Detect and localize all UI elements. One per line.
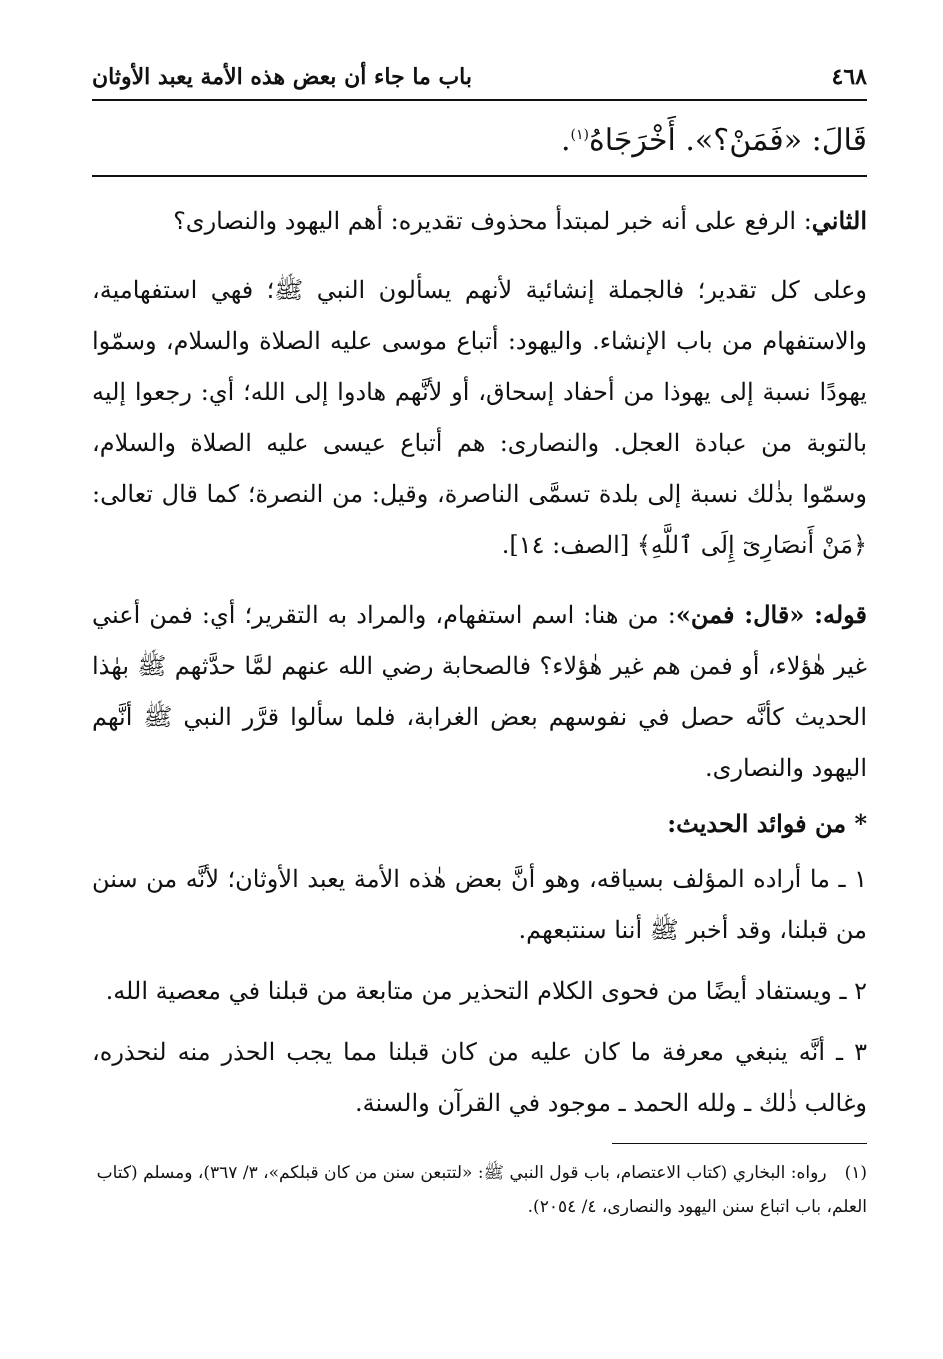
footnote-number: (١) <box>844 1163 867 1183</box>
benefit-item: ٣ ـ أنَّه ينبغي معرفة ما كان عليه من كان قبلنا مما يجب الحذر منه لنحذره، وغالب ذٰلك ـ ولله الحمد ـ موجود في القرآن والسنة. <box>92 1038 867 1117</box>
running-header <box>92 55 867 99</box>
footnote-ref: (١) <box>570 127 590 143</box>
chapter-title: باب ما جاء أن بعض هذه الأمة يعبد الأوثان <box>92 64 473 90</box>
benefits-heading: * من فوائد الحديث: <box>667 809 867 838</box>
footnote-separator <box>612 1143 867 1144</box>
page-number: ٤٦٨ <box>831 64 867 90</box>
hadith-quote <box>92 101 867 175</box>
benefit-item: ٢ ـ ويستفاد أيضًا من فحوى الكلام التحذير من متابعة من قبلنا في معصية الله. <box>105 977 867 1005</box>
paragraph-qawluhu <box>92 589 867 794</box>
footnote <box>92 1156 867 1224</box>
quote-text: قَالَ: «فَمَنْ؟». أَخْرَجَاهُ <box>589 123 867 158</box>
paragraph-text: : من هنا: اسم استفهام، والمراد به التقرير؛ أي: فمن أعني غير هٰؤلاء، أو فمن هم غير هٰؤلاء؟ فالصحابة رضي الله عنهم لمَّا حدَّثهم ﷺ بهٰذا الحديث كأنَّه حصل في نفوسهم بعض الغرابة، فلما سألوا قرَّر النبي ﷺ أنَّهم اليهود والنصارى. <box>92 601 867 782</box>
paragraph-estimate <box>92 265 867 571</box>
benefit-item: ١ ـ ما أراده المؤلف بسياقه، وهو أنَّ بعض هٰذه الأمة يعبد الأوثان؛ لأنَّه من سنن من قبلنا، وقد أخبر ﷺ أننا سنتبعهم. <box>92 865 867 944</box>
paragraph-lead: قوله: «قال: فمن» <box>675 600 868 629</box>
paragraph-second <box>92 195 867 247</box>
quote-end: . <box>561 123 571 158</box>
book-page <box>92 55 867 1325</box>
paragraph-text: : الرفع على أنه خبر لمبتدأ محذوف تقديره: أهم اليهود والنصارى؟ <box>173 207 812 235</box>
paragraph-text: وعلى كل تقدير؛ فالجملة إنشائية لأنهم يسألون النبي ﷺ؛ فهي استفهامية، والاستفهام من باب الإنشاء. واليهود: أتباع موسى عليه الصلاة والسلام، وسمّوا يهودًا نسبة إلى يهوذا من أحفاد إسحاق، أو لأنَّهم هادوا إلى الله؛ أي: رجعوا إليه بالتوبة من عبادة العجل. والنصارى: هم أتباع عيسى عليه الصلاة والسلام، وسمّوا بذٰلك نسبة إلى بلدة تسمَّى الناصرة، وقيل: من النصرة؛ كما قال تعالى: ﴿مَنْ أَنصَارِىٓ إِلَى ٱللَّهِ﴾ [الصف: ١٤]. <box>92 276 867 559</box>
paragraph-lead: الثاني <box>811 206 867 235</box>
footnote-text: رواه: البخاري (كتاب الاعتصام، باب قول النبي ﷺ: «لتتبعن سنن من كان قبلكم»، ٣/ ٣٦٧)، ومسلم (كتاب العلم، باب اتباع سنن اليهود والنصارى، ٤/ ٢٠٥٤). <box>96 1163 867 1217</box>
